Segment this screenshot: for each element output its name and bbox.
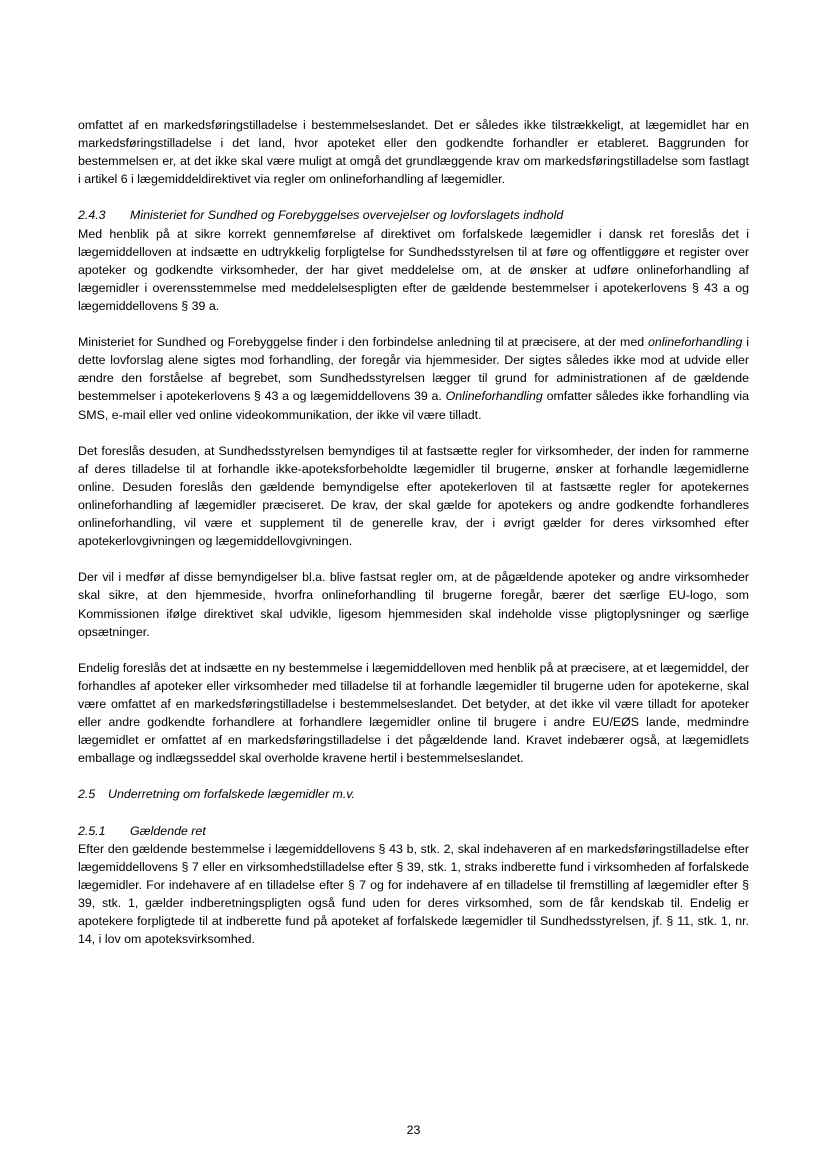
emphasized-term: onlineforhandling [648,335,743,350]
paragraph-spacer [78,424,749,442]
text-run: Ministeriet for Sundhed og Forebyggelse finder i den forbindelse anledning til at præcisere, at der med [78,335,648,350]
paragraph-spacer [78,188,749,206]
paragraph-spacer [78,767,749,785]
section-number: 2.5.1 [78,823,106,838]
text-run: omfatter således ikke forhandling via SMS, e-mail eller ved online videokommunikation, der ikke vil være tilladt. [78,389,749,422]
paragraph: Det foreslås desuden, at Sundhedsstyrelsen bemyndiges til at fastsætte regler for virksomheder, der inden for rammerne af deres tilladelse til at forhandle ikke-apoteksforbeholdte lægemidler til brugerne, ønsker at forhandle lægemidlerne online. Desuden foreslås den gældende bemyndigelse efter apotekerloven til at fastsætte regler for apotekernes onlineforhandling af lægemidler præciseret. De krav, der skal gælde for apotekers og andre godkendte forhandleres onlineforhandling, vil være et supplement til de generelle krav, der i øvrigt gælder for deres virksomhed efter apotekerlovgivningen og lægemiddellovgivningen. [78,443,749,549]
paragraph-spacer [78,315,749,333]
paragraph: Med henblik på at sikre korrekt gennemførelse af direktivet om forfalskede lægemidler i dansk ret foreslås det i lægemiddelloven at indsætte en udtrykkelig forpligtelse for Sundhedsstyrelsen til at føre og offentliggøre et register over apoteker og godkendte virksomheder, der har givet meddelelse om, at de ønsker at udføre onlineforhandling af lægemidler i overensstemmelse med meddelelsespligten efter de gældende bestemmelser i apotekerlovens § 43 a og lægemiddellovens § 39 a. [78,226,749,313]
paragraph-spacer [78,550,749,568]
paragraph: Efter den gældende bestemmelse i lægemiddellovens § 43 b, stk. 2, skal indehaveren af en markedsføringstilladelse efter lægemiddellovens § 7 eller en virksomhedstilladelse efter § 39, stk. 1, straks indberette fund i virksomheden af forfalskede lægemidler. For indehavere af en tilladelse efter § 7 og for indehavere af en tilladelse til fremstilling af lægemidler efter § 39, stk. 1, gælder indberetningspligten også fund uden for deres virksomhed, som de får kendskab til. Endelig er apotekere forpligtede til at indberette fund på apoteket af forfalskede lægemidler til Sundhedsstyrelsen, jf. § 11, stk. 1, nr. 14, i lov om apoteksvirksomhed. [78,841,749,947]
section-heading-2-5 [78,785,749,803]
emphasized-term: Onlineforhandling [445,389,543,404]
section-title: Underretning om forfalskede lægemidler m.v. [108,787,355,802]
document-body [78,116,749,948]
paragraph-spacer [78,804,749,822]
section-number: 2.4.3 [78,208,106,223]
page-number: 23 [406,1123,421,1137]
paragraph [78,333,749,423]
paragraph: omfattet af en markedsføringstilladelse i bestemmelseslandet. Det er således ikke tilstrækkeligt, at lægemidlet har en markedsføringstilladelse i det land, hvor apoteket eller den godkendte forhandler er etableret. Baggrunden for bestemmelsen er, at det ikke skal være muligt at omgå det grundlæggende krav om markedsføringstilladelse som fastlagt i artikel 6 i lægemiddeldirektivet via regler om onlineforhandling af lægemidler. [78,118,749,187]
paragraph-spacer [78,641,749,659]
paragraph: Der vil i medfør af disse bemyndigelser bl.a. blive fastsat regler om, at de pågældende apoteker og andre virksomheder skal sikre, at den hjemmeside, hvorfra onlineforhandling til brugerne foregår, bærer det særlige EU-logo, som Kommissionen ifølge direktivet skal udvikle, ligesom hjemmesiden skal indeholde visse pligtoplysninger og særlige opsætninger. [78,570,749,639]
section-title: Ministeriet for Sundhed og Forebyggelses overvejelser og lovforslagets indhold [130,208,564,223]
section-heading-2-5-1 [78,822,749,840]
paragraph: Endelig foreslås det at indsætte en ny bestemmelse i lægemiddelloven med henblik på at præcisere, at et lægemiddel, der forhandles af apoteker eller virksomheder med tilladelse til at forhandle lægemidler til brugerne uden for apotekerne, skal være omfattet af en markedsføringstilladelse i bestemmelseslandet. Det betyder, at det ikke vil være tilladt for apoteker eller andre godkendte forhandlere at forhandlere lægemidler online til brugere i andre EU/EØS lande, medmindre lægemidlet er omfattet af en markedsføringstilladelse i det pågældende land. Kravet indebærer også, at lægemidlets emballage og indlægsseddel skal overholde kravene hertil i bestemmelseslandet. [78,660,749,766]
section-number: 2.5 [78,787,96,802]
section-heading-2-4-3 [78,206,749,224]
section-title: Gældende ret [130,823,206,838]
text-run: i dette lovforslag alene sigtes mod forhandling, der foregår via hjemmesider. Der sigtes således ikke mod at udvide eller ændre den forståelse af begrebet, som Sundhedsstyrelsen lægger til grund for administrationen af de gældende bestemmelser i apotekerlovens § 43 a og lægemiddellovens 39 a. [78,335,749,404]
